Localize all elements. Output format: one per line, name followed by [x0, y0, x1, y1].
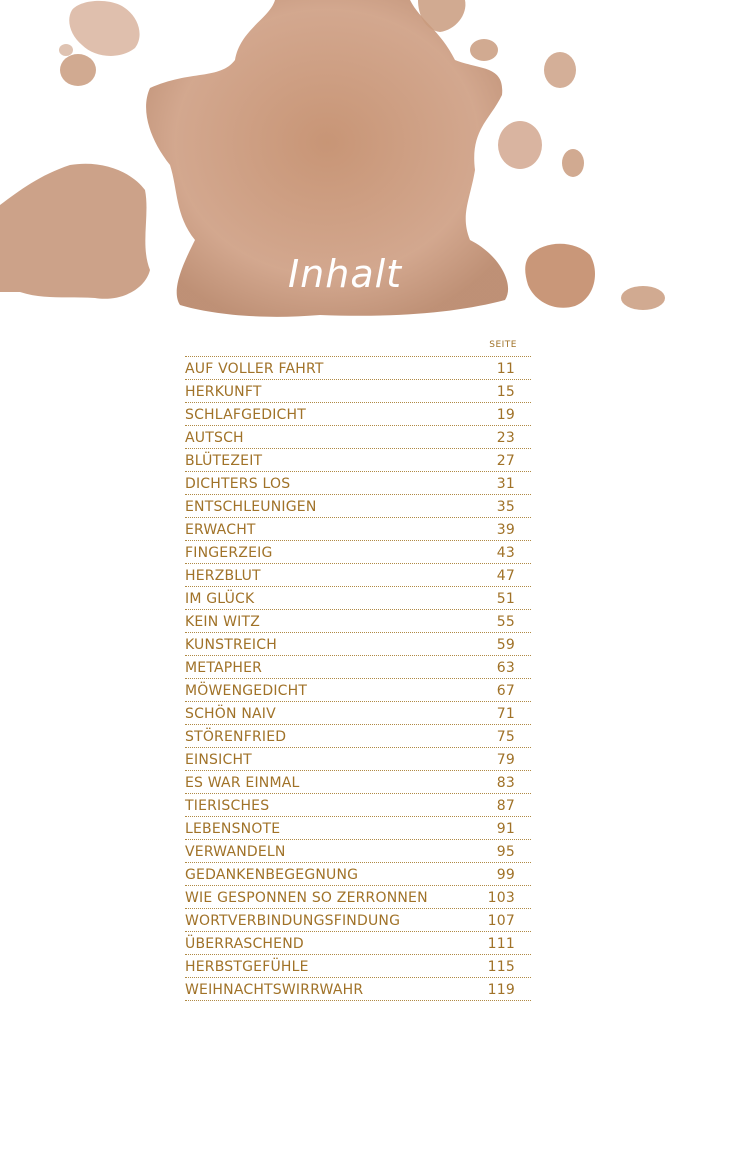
- toc-entry: [185, 656, 531, 679]
- toc-entry-page: 39: [496, 522, 515, 538]
- toc-entry-title: ERWACHT: [185, 522, 256, 538]
- toc-entry-title: ES WAR EINMAL: [185, 775, 300, 791]
- toc-entry-page: 87: [496, 798, 515, 814]
- toc-entry: [185, 518, 531, 541]
- toc-entry-title: HERZBLUT: [185, 568, 261, 584]
- toc-entry-page: 47: [496, 568, 515, 584]
- small-stain-6: [562, 149, 584, 177]
- toc-entry: [185, 863, 531, 886]
- toc-entry: [185, 449, 531, 472]
- toc-entry-title: SCHÖN NAIV: [185, 706, 276, 722]
- toc-entry-title: IM GLÜCK: [185, 591, 255, 607]
- toc-entry-title: FINGERZEIG: [185, 545, 273, 561]
- toc-entry-title: STÖRENFRIED: [185, 729, 287, 745]
- toc-entry: [185, 610, 531, 633]
- toc-entry-page: 35: [496, 499, 515, 515]
- toc-entry-page: 119: [487, 982, 515, 998]
- toc-entry: [185, 748, 531, 771]
- toc-entry-page: 115: [487, 959, 515, 975]
- toc-entry: [185, 587, 531, 610]
- toc-entry-page: 27: [496, 453, 515, 469]
- toc-entry: [185, 909, 531, 932]
- toc-entry: [185, 725, 531, 748]
- toc-entry-page: 111: [487, 936, 515, 952]
- toc-entry-page: 63: [496, 660, 515, 676]
- toc-entry-page: 107: [487, 913, 515, 929]
- toc-entry-title: AUTSCH: [185, 430, 244, 446]
- toc-entry-title: HERKUNFT: [185, 384, 262, 400]
- toc-entry-page: 71: [496, 706, 515, 722]
- toc-entry-title: EINSICHT: [185, 752, 252, 768]
- toc-entry: [185, 541, 531, 564]
- toc-entry: [185, 633, 531, 656]
- toc-entry: [185, 702, 531, 725]
- toc-entry: [185, 403, 531, 426]
- toc-entry-page: 83: [496, 775, 515, 791]
- toc-entry-page: 75: [496, 729, 515, 745]
- toc-entry: [185, 932, 531, 955]
- toc-entry-title: WIE GESPONNEN SO ZERRONNEN: [185, 890, 428, 906]
- toc-entry: [185, 357, 531, 380]
- toc-rows: [185, 357, 531, 1001]
- page-column-label: SEITE: [489, 340, 517, 350]
- small-stain-4: [544, 52, 576, 88]
- page-title: Inhalt: [287, 252, 403, 296]
- toc-entry: [185, 495, 531, 518]
- toc-entry-page: 95: [496, 844, 515, 860]
- toc-entry-title: KUNSTREICH: [185, 637, 277, 653]
- toc-entry-title: ÜBERRASCHEND: [185, 936, 304, 952]
- toc-entry-title: WORTVERBINDUNGSFINDUNG: [185, 913, 401, 929]
- toc-entry-page: 11: [496, 361, 515, 377]
- toc-entry: [185, 472, 531, 495]
- toc-entry-page: 91: [496, 821, 515, 837]
- toc-entry-page: 67: [496, 683, 515, 699]
- small-stain-5: [498, 121, 542, 169]
- small-stain-2: [59, 44, 73, 56]
- toc-entry: [185, 794, 531, 817]
- toc-entry-title: AUF VOLLER FAHRT: [185, 361, 324, 377]
- toc-entry-page: 79: [496, 752, 515, 768]
- toc-entry-title: VERWANDELN: [185, 844, 286, 860]
- toc-entry-page: 15: [496, 384, 515, 400]
- toc-entry: [185, 955, 531, 978]
- toc-entry: [185, 978, 531, 1001]
- toc-entry-page: 59: [496, 637, 515, 653]
- toc-entry-title: WEIHNACHTSWIRRWAHR: [185, 982, 364, 998]
- toc-entry-title: DICHTERS LOS: [185, 476, 291, 492]
- toc-entry-title: HERBSTGEFÜHLE: [185, 959, 309, 975]
- table-of-contents: [185, 338, 531, 1001]
- toc-entry: [185, 771, 531, 794]
- toc-entry-page: 19: [496, 407, 515, 423]
- toc-entry: [185, 380, 531, 403]
- toc-entry-page: 23: [496, 430, 515, 446]
- toc-entry-title: TIERISCHES: [185, 798, 270, 814]
- toc-entry-page: 31: [496, 476, 515, 492]
- toc-entry: [185, 679, 531, 702]
- small-stain-1: [60, 54, 96, 86]
- top-left-stain: [69, 1, 139, 56]
- toc-entry: [185, 886, 531, 909]
- toc-entry-title: BLÜTEZEIT: [185, 453, 263, 469]
- toc-entry-title: METAPHER: [185, 660, 263, 676]
- toc-entry-page: 99: [496, 867, 515, 883]
- toc-entry-page: 55: [496, 614, 515, 630]
- toc-entry-title: SCHLAFGEDICHT: [185, 407, 306, 423]
- toc-entry-title: MÖWENGEDICHT: [185, 683, 308, 699]
- toc-entry-title: KEIN WITZ: [185, 614, 260, 630]
- toc-entry: [185, 564, 531, 587]
- toc-entry-title: GEDANKENBEGEGNUNG: [185, 867, 359, 883]
- toc-entry-page: 103: [487, 890, 515, 906]
- toc-entry-title: ENTSCHLEUNIGEN: [185, 499, 317, 515]
- toc-entry-page: 43: [496, 545, 515, 561]
- small-stain-3: [470, 39, 498, 61]
- toc-entry-title: LEBENSNOTE: [185, 821, 281, 837]
- toc-entry: [185, 817, 531, 840]
- toc-entry-page: 51: [496, 591, 515, 607]
- toc-entry: [185, 426, 531, 449]
- toc-entry: [185, 840, 531, 863]
- toc-header: [185, 338, 531, 357]
